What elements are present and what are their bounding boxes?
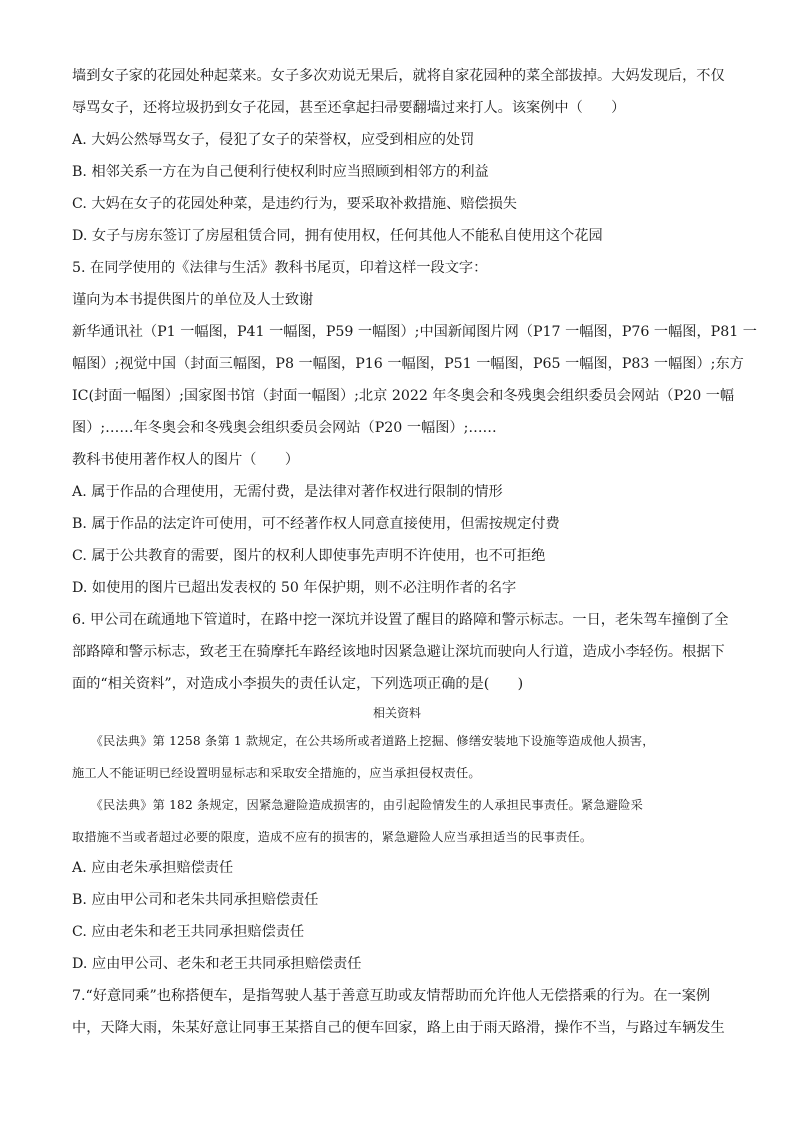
acknowledgement-line: 图）;……年冬奥会和冬残奥会组织委员会网站（P20 一幅图）;…… — [72, 420, 497, 436]
acknowledgement-heading: 谨向为本书提供图片的单位及人士致谢 — [72, 292, 314, 308]
option-d: D. 应由甲公司、老朱和老王共同承担赔偿责任 — [72, 956, 362, 972]
option-b: B. 应由甲公司和老朱共同承担赔偿责任 — [72, 892, 319, 908]
option-a: A. 属于作品的合理使用，无需付费，是法律对著作权进行限制的情形 — [72, 484, 503, 500]
option-d: D. 女子与房东签订了房屋租赁合同，拥有使用权，任何其他人不能私自使用这个花园 — [72, 228, 603, 244]
question-7-stem: 中，天降大雨，朱某好意让同事王某搭自己的便车回家，路上由于雨天路滑，操作不当，与路过车辆发生 — [72, 1020, 725, 1036]
question-5-prompt: 教科书使用著作权人的图片（ ） — [72, 452, 300, 468]
question-5-stem: 5. 在同学使用的《法律与生活》教科书尾页，印着这样一段文字： — [72, 260, 488, 276]
question-6-stem: 部路障和警示标志，致老王在骑摩托车路经该地时因紧急避让深坑而驶向人行道，造成小李轻伤。根据下 — [72, 644, 725, 660]
option-c: C. 应由老朱和老王共同承担赔偿责任 — [72, 924, 305, 940]
acknowledgement-line: 新华通讯社（P1 一幅图，P41 一幅图，P59 一幅图）;中国新闻图片网（P17 一幅图，P76 一幅图，P81 一 — [72, 324, 757, 340]
reference-line: 《民法典》第 1258 条第 1 款规定，在公共场所或者道路上挖掘、修缮安装地下设施等造成他人损害， — [72, 734, 655, 748]
option-b: B. 属于作品的法定许可使用，可不经著作权人同意直接使用，但需按规定付费 — [72, 516, 560, 532]
question-7-stem: 7.“好意同乘”也称搭便车，是指驾驶人基于善意互助或友情帮助而允许他人无偿搭乘的行为。在一案例 — [72, 988, 711, 1004]
acknowledgement-line: 幅图）;视觉中国（封面三幅图，P8 一幅图，P16 一幅图，P51 一幅图，P65 一幅图，P83 一幅图）;东方 — [72, 356, 744, 372]
acknowledgement-line: IC(封面一幅图）;国家图书馆（封面一幅图）;北京 2022 年冬奥会和冬残奥会组织委员会网站（P20 一幅 — [72, 388, 735, 404]
option-a: A. 应由老朱承担赔偿责任 — [72, 860, 234, 876]
reference-title: 相关资料 — [372, 706, 421, 720]
option-c: C. 大妈在女子的花园处种菜，是违约行为，要采取补救措施、赔偿损失 — [72, 196, 517, 212]
question-6-stem: 6. 甲公司在疏通地下管道时，在路中挖一深坑并设置了醒目的路障和警示标志。一日，老朱驾车撞倒了全 — [72, 612, 729, 628]
option-d: D. 如使用的图片已超出发表权的 50 年保护期，则不必注明作者的名字 — [72, 580, 517, 596]
question-6-stem: 面的“相关资料”，对造成小李损失的责任认定，下列选项正确的是( ) — [72, 676, 524, 692]
option-c: C. 属于公共教育的需要，图片的权利人即使事先声明不许使用，也不可拒绝 — [72, 548, 546, 564]
text-line: 墙到女子家的花园处种起菜来。女子多次劝说无果后，就将自家花园种的菜全部拔掉。大妈发现后，不仅 — [72, 68, 725, 84]
option-a: A. 大妈公然辱骂女子，侵犯了女子的荣誉权，应受到相应的处罚 — [72, 132, 475, 148]
reference-line: 《民法典》第 182 条规定，因紧急避险造成损害的，由引起险情发生的人承担民事责任。紧急避险采 — [72, 798, 643, 812]
reference-line: 施工人不能证明已经设置明显标志和采取安全措施的，应当承担侵权责任。 — [72, 766, 481, 780]
reference-line: 取措施不当或者超过必要的限度，造成不应有的损害的，紧急避险人应当承担适当的民事责任。 — [72, 830, 593, 844]
option-b: B. 相邻关系一方在为自己便利行使权利时应当照顾到相邻方的利益 — [72, 164, 489, 180]
question-stem-line: 辱骂女子，还将垃圾扔到女子花园，甚至还拿起扫帚要翻墙过来打人。该案例中（ ） — [72, 100, 626, 116]
